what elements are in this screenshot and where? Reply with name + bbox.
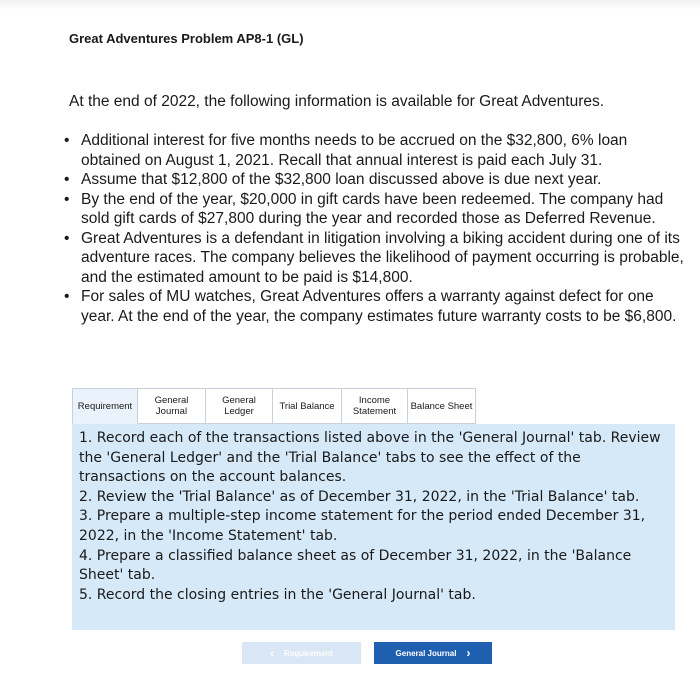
fact-text: By the end of the year, $20,000 in gift cards have been redeemed. The company had sold gift cards of $27,800 during the year and recorded those as Deferred Revenue. — [81, 190, 664, 227]
tab-balance-sheet[interactable] — [408, 388, 476, 424]
requirement-item: 5. Record the closing entries in the 'General Journal' tab. — [79, 586, 476, 603]
list-item — [60, 229, 690, 288]
tab-requirement[interactable] — [72, 388, 138, 424]
tab-trial-balance[interactable] — [273, 388, 342, 424]
previous-button-label: Requirement — [284, 648, 333, 658]
tab-bar — [72, 388, 476, 424]
bullet-icon: • — [64, 132, 70, 149]
fact-text: For sales of MU watches, Great Adventures offers a warranty against defect for one year. At the end of the year, the company estimates future warranty costs to be $6,800. — [81, 288, 677, 325]
problem-intro: At the end of 2022, the following information is available for Great Adventures. — [69, 93, 605, 110]
chevron-right-icon: › — [466, 646, 471, 660]
list-item — [60, 131, 690, 170]
requirement-item: 4. Prepare a classified balance sheet as of December 31, 2022, in the 'Balance Sheet' tab. — [79, 547, 632, 584]
list-item — [60, 287, 690, 326]
problem-title: Great Adventures Problem AP8-1 (GL) — [69, 31, 304, 46]
tab-label: Income Statement — [352, 395, 397, 417]
requirement-panel — [72, 424, 675, 630]
facts-list — [60, 131, 690, 326]
requirement-item: 3. Prepare a multiple-step income statement for the period ended December 31, 2022, in the 'Income Statement' tab. — [79, 508, 646, 544]
tab-general-ledger[interactable] — [206, 388, 273, 424]
tab-income-statement[interactable] — [342, 388, 408, 424]
bullet-icon: • — [64, 229, 70, 247]
tab-label: Trial Balance — [279, 400, 335, 412]
tab-label: General Journal — [154, 395, 189, 417]
next-general-journal-button[interactable] — [374, 642, 492, 664]
previous-requirement-button[interactable] — [242, 642, 361, 664]
tab-general-journal[interactable] — [138, 388, 206, 424]
tab-label: Requirement — [77, 400, 133, 412]
next-button-label: General Journal — [395, 648, 457, 658]
fact-text: Great Adventures is a defendant in litigation involving a biking accident during one of its adventure races. The company believes the likelihood of payment occurring is probable, and the estimated amount to be paid is $14,800. — [81, 229, 684, 286]
top-divider — [0, 0, 700, 10]
tab-label: Balance Sheet — [410, 400, 473, 412]
fact-text: Assume that $12,800 of the $32,800 loan discussed above is due next year. — [81, 171, 602, 188]
chevron-left-icon: ‹ — [270, 646, 275, 660]
tab-label: General Ledger — [222, 395, 256, 417]
list-item — [60, 170, 690, 190]
bullet-icon: • — [64, 171, 70, 188]
fact-text: Additional interest for five months needs to be accrued on the $32,800, 6% loan obtained on August 1, 2021. Recall that annual interest is paid each July 31. — [81, 132, 628, 169]
requirement-item: 1. Record each of the transactions listed above in the 'General Journal' tab. Review the 'General Ledger' and the 'Trial Balance' tabs to see the effect of the transactions on the account balances. — [79, 430, 661, 486]
bullet-icon: • — [64, 288, 70, 305]
list-item — [60, 190, 690, 229]
requirement-item: 2. Review the 'Trial Balance' as of December 31, 2022, in the 'Trial Balance' tab. — [79, 488, 640, 505]
bullet-icon: • — [64, 190, 70, 208]
